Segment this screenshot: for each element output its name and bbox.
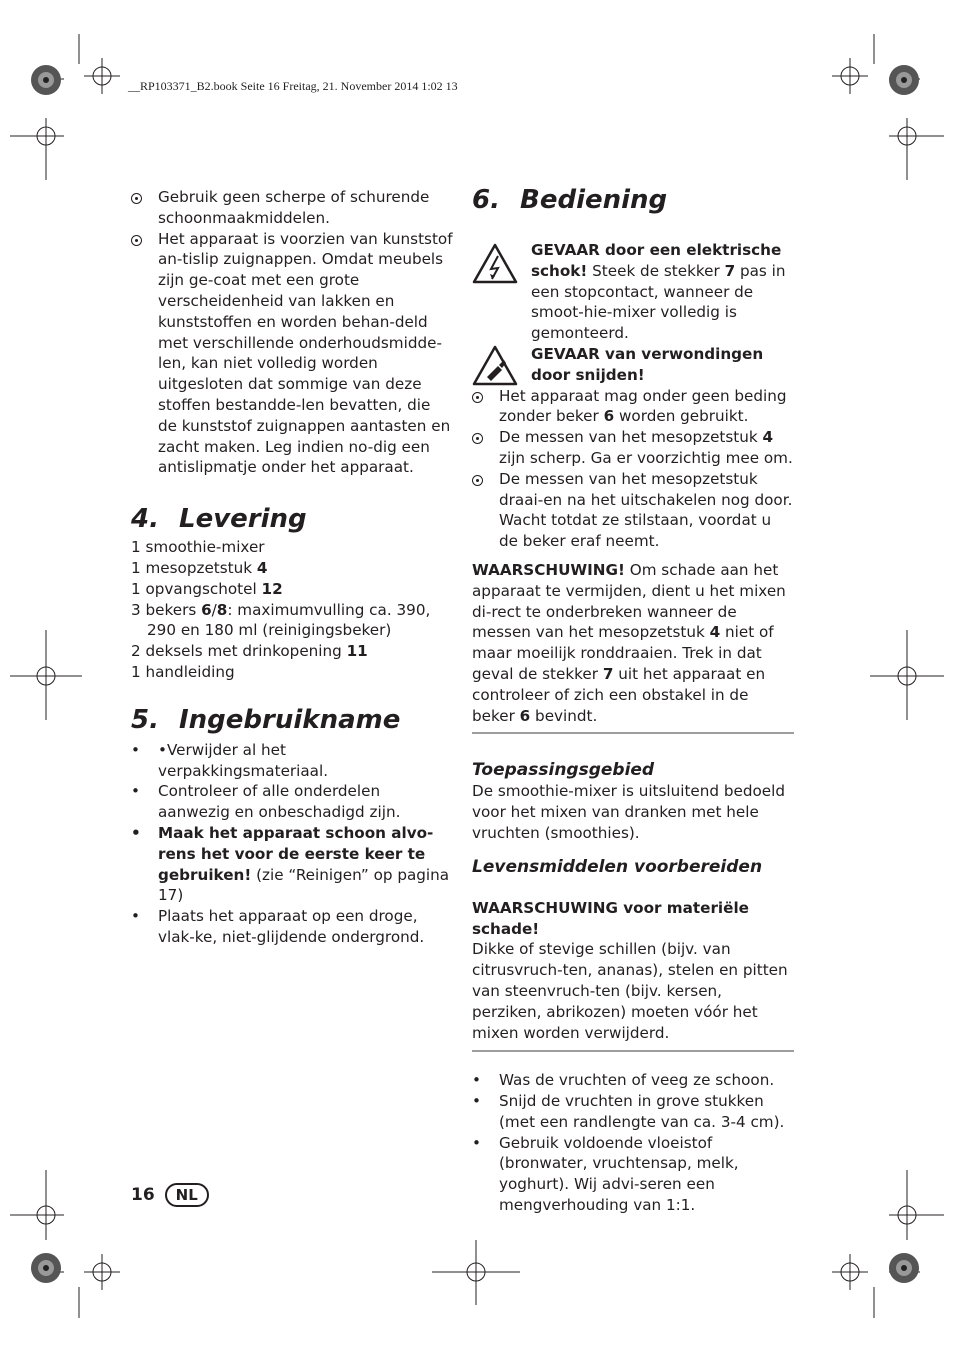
danger-cut-block: GEVAAR van verwondingen door snijden! bbox=[472, 344, 794, 386]
print-header: __RP103371_B2.book Seite 16 Freitag, 21. November 2014 1:02 13 bbox=[128, 79, 458, 93]
list-item: 1 handleiding bbox=[131, 662, 235, 681]
list-item: Gebruik geen scherpe of schurende schoonmaakmiddelen. bbox=[131, 187, 453, 229]
list-item: 1 smoothie-mixer bbox=[131, 538, 265, 557]
list-item: 2 deksels met drinkopening 11 bbox=[131, 642, 368, 661]
list-item: • Was de vruchten of veeg ze schoon. bbox=[472, 1071, 775, 1090]
electric-hazard-icon bbox=[472, 242, 518, 284]
page-footer bbox=[131, 1183, 209, 1207]
material-warning-text: Dikke of stevige schillen (bijv. van citrusvruch-ten, ananas), stelen en pitten van steenvruch-ten (bijv. kersen, perziken, abrikozen) moeten vóór het mixen worden verwijderd. bbox=[472, 940, 788, 1042]
levering-list bbox=[131, 537, 453, 683]
divider bbox=[472, 732, 794, 734]
page-number: 16 bbox=[131, 1185, 155, 1205]
section-heading-ingebruikname: 5. Ingebruikname bbox=[131, 704, 401, 735]
list-item: • Snijd de vruchten in grove stukken (met een randlengte van ca. 3-4 cm). bbox=[472, 1092, 785, 1131]
language-badge: NL bbox=[165, 1183, 209, 1207]
list-item: • Maak het apparaat schoon alvo-rens het voor de eerste keer te gebruiken! (zie “Reinigen” op pagina 17) bbox=[131, 823, 450, 905]
section-heading-levering: 4. Levering bbox=[131, 504, 307, 535]
material-warning-title: WAARSCHUWING voor materiële schade! bbox=[472, 898, 749, 938]
list-item: • Plaats het apparaat op een droge, vlak-ke, niet-glijdende ondergrond. bbox=[131, 907, 425, 946]
cut-hazard-icon bbox=[472, 344, 518, 386]
left-column bbox=[131, 187, 453, 948]
list-item: De messen van het mesopzetstuk 4 zijn scherp. Ga er voorzichtig mee om. bbox=[472, 427, 794, 469]
list-item: 3 bekers 6/8: maximumvulling ca. 390, 290 en 180 ml (reinigingsbeker) bbox=[131, 600, 431, 640]
list-item: • Controleer of alle onderdelen aanwezig en onbeschadigd zijn. bbox=[131, 782, 401, 822]
list-item: 1 mesopzetstuk 4 bbox=[131, 558, 268, 577]
circle-bullet-icon bbox=[472, 392, 483, 403]
list-item: 1 opvangschotel 12 bbox=[131, 579, 283, 598]
subheading-levensmiddelen: Levensmiddelen voorbereiden bbox=[472, 856, 763, 877]
right-column bbox=[472, 185, 794, 1216]
list-item: Het apparaat is voorzien van kunststof an-tislip zuignappen. Omdat meubels zijn ge-coat met een grote verscheidenheid van lakken en kunststoffen en worden behan-deld met verschillende onderhoudsmidde-len, kan niet volledig worden uitgesloten dat sommige van deze stoffen bestandde-len bevatten, die de kunststof zuignappen aantasten en zacht maken. Leg indien no-dig een antislipmatje onder het apparaat. bbox=[131, 229, 453, 479]
divider bbox=[472, 1050, 794, 1052]
list-item: • • Verwijder al het verpakkingsmateriaal. bbox=[131, 740, 453, 782]
subheading-toepassingsgebied: Toepassingsgebied bbox=[472, 760, 655, 781]
warning-paragraph: WAARSCHUWING! Om schade aan het apparaat te vermijden, dient u het mixen di-rect te onderbreken wanneer de messen van het mesopzetstuk 4 niet of maar moeilijk ronddraaien. Trek in dat geval de stekker 7 uit het apparaat en controleer of zich een obstakel in de beker 6 bevindt. bbox=[472, 560, 786, 725]
list-item: • Gebruik voldoende vloeistof (bronwater, vruchtensap, melk, yoghurt). Wij advi-seren een mengverhouding van 1:1. bbox=[472, 1133, 739, 1215]
list-item: Het apparaat mag onder geen beding zonder beker 6 worden gebruikt. bbox=[472, 386, 794, 428]
list-item: De messen van het mesopzetstuk draai-en na het uitschakelen nog door. Wacht totdat ze stilstaan, voordat u de beker eraf neemt. bbox=[472, 469, 794, 552]
section-heading-bediening: 6. Bediening bbox=[472, 185, 668, 215]
toepassing-text: De smoothie-mixer is uitsluitend bedoeld voor het mixen van dranken met hele vruchten (smoothies). bbox=[472, 782, 785, 842]
circle-bullet-icon bbox=[131, 235, 142, 246]
circle-bullet-icon bbox=[472, 433, 483, 444]
circle-bullet-icon bbox=[472, 475, 483, 486]
danger-electric-block: GEVAAR door een elektrische schok! Steek de stekker 7 pas in een stopcontact, wanneer de smoot-hie-mixer volledig is gemonteerd. bbox=[472, 240, 794, 344]
circle-bullet-icon bbox=[131, 193, 142, 204]
